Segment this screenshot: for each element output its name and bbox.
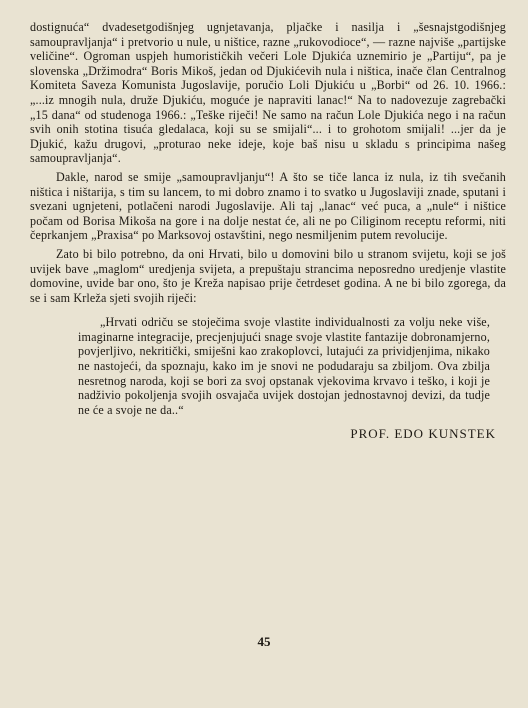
paragraph-1: dostignuća“ dvadesetgodišnjeg ugnjetavanja, pljačke i nasilja i „šesnajstgodišnjeg samoupravljanja“ i pretvorio u nule, u ništice, razne „rukovodioce“, — razne najviše „partijske veličine“. Ogroman uspjeh humorističkih večeri Lole Djukića uznemirio je „Partiju“, pa je slovenska „Držimodra“ Boris Mikoš, jedan od Djukićevih nula i ništica, inače član Centralnog Komiteta Saveza Komunista Jugoslavije, poručio Loli Djukiću u „Borbi“ od 26. 10. 1966.: „...iz mnogih nula, druže Djukiću, moguće je napraviti lanac!“ Na to nadovezuje zagrebački „15 dana“ od studenoga 1966.: „Teške riječi! Ne samo na račun Lole Djukića nego i na račun svih onih stotina tisuća gledalaca, koji su se smijali“... i to grohotom smijali! ...jer da je Djukić, kažu drugovi, „proturao neke ideje, koje baš nisu u skladu s principima našeg samoupravljanja“. — [30, 20, 506, 166]
quote-text: „Hrvati odriču se stoječima svoje vlastite individualnosti za volju neke više, imaginarne integracije, precjenjujući snage svoje vlastite fantazije dobronamjerno, povjerljivo, nekritički, smiješni kao zrakoplovci, lutajući za prividjenjima, nikako ne nastojeći, da spoznaju, kako im je snovi ne podudaraju sa zbiljom. Ova zbilja nesretnog naroda, koji se bori za svoj opstanak vjekovima krvavo i teško, i koji je nadživio pokoljenja svojih osvajača uvijek dostojan jednostavnoj devizi, da tudje ne će a svoje ne da..“ — [78, 315, 490, 417]
paragraph-3: Zato bi bilo potrebno, da oni Hrvati, bilo u domovini bilo u stranom svijetu, koji se još uvijek bave „maglom“ uredjenja svijeta, a prepuštaju strancima neposredno uredjenje vlastite domovine, uvide bar ono, što je Kreža napisao prije četrdeset godina. A ne bi bilo zgorega, da se i sam Krleža sjeti svojih riječi: — [30, 246, 506, 305]
paragraph-2: Dakle, narod se smije „samoupravljanju“! A što se tiče lanca iz nula, iz tih svečanih ništica i ništarija, s tim su lancem, to mi dobro znamo i to svatko u Jugoslaviji znade, sputani i svezani ugnjeteni, potlačeni narodi Jugoslavije. Ali taj „lanac“ već puca, a „nule“ i ništice počam od Borisa Mikoša na gore i na dolje nestat će, ali ne po Ciliginom receptu reformi, niti čeprkanjem „Praxisa“ po Marksovoj ostavštini, nego nesmiljenim putem revolucije. — [30, 169, 506, 243]
author-signature: PROF. EDO KUNSTEK — [350, 426, 496, 442]
body-text — [30, 20, 506, 442]
krleza-quote — [78, 315, 490, 417]
page-number: 45 — [257, 634, 271, 649]
